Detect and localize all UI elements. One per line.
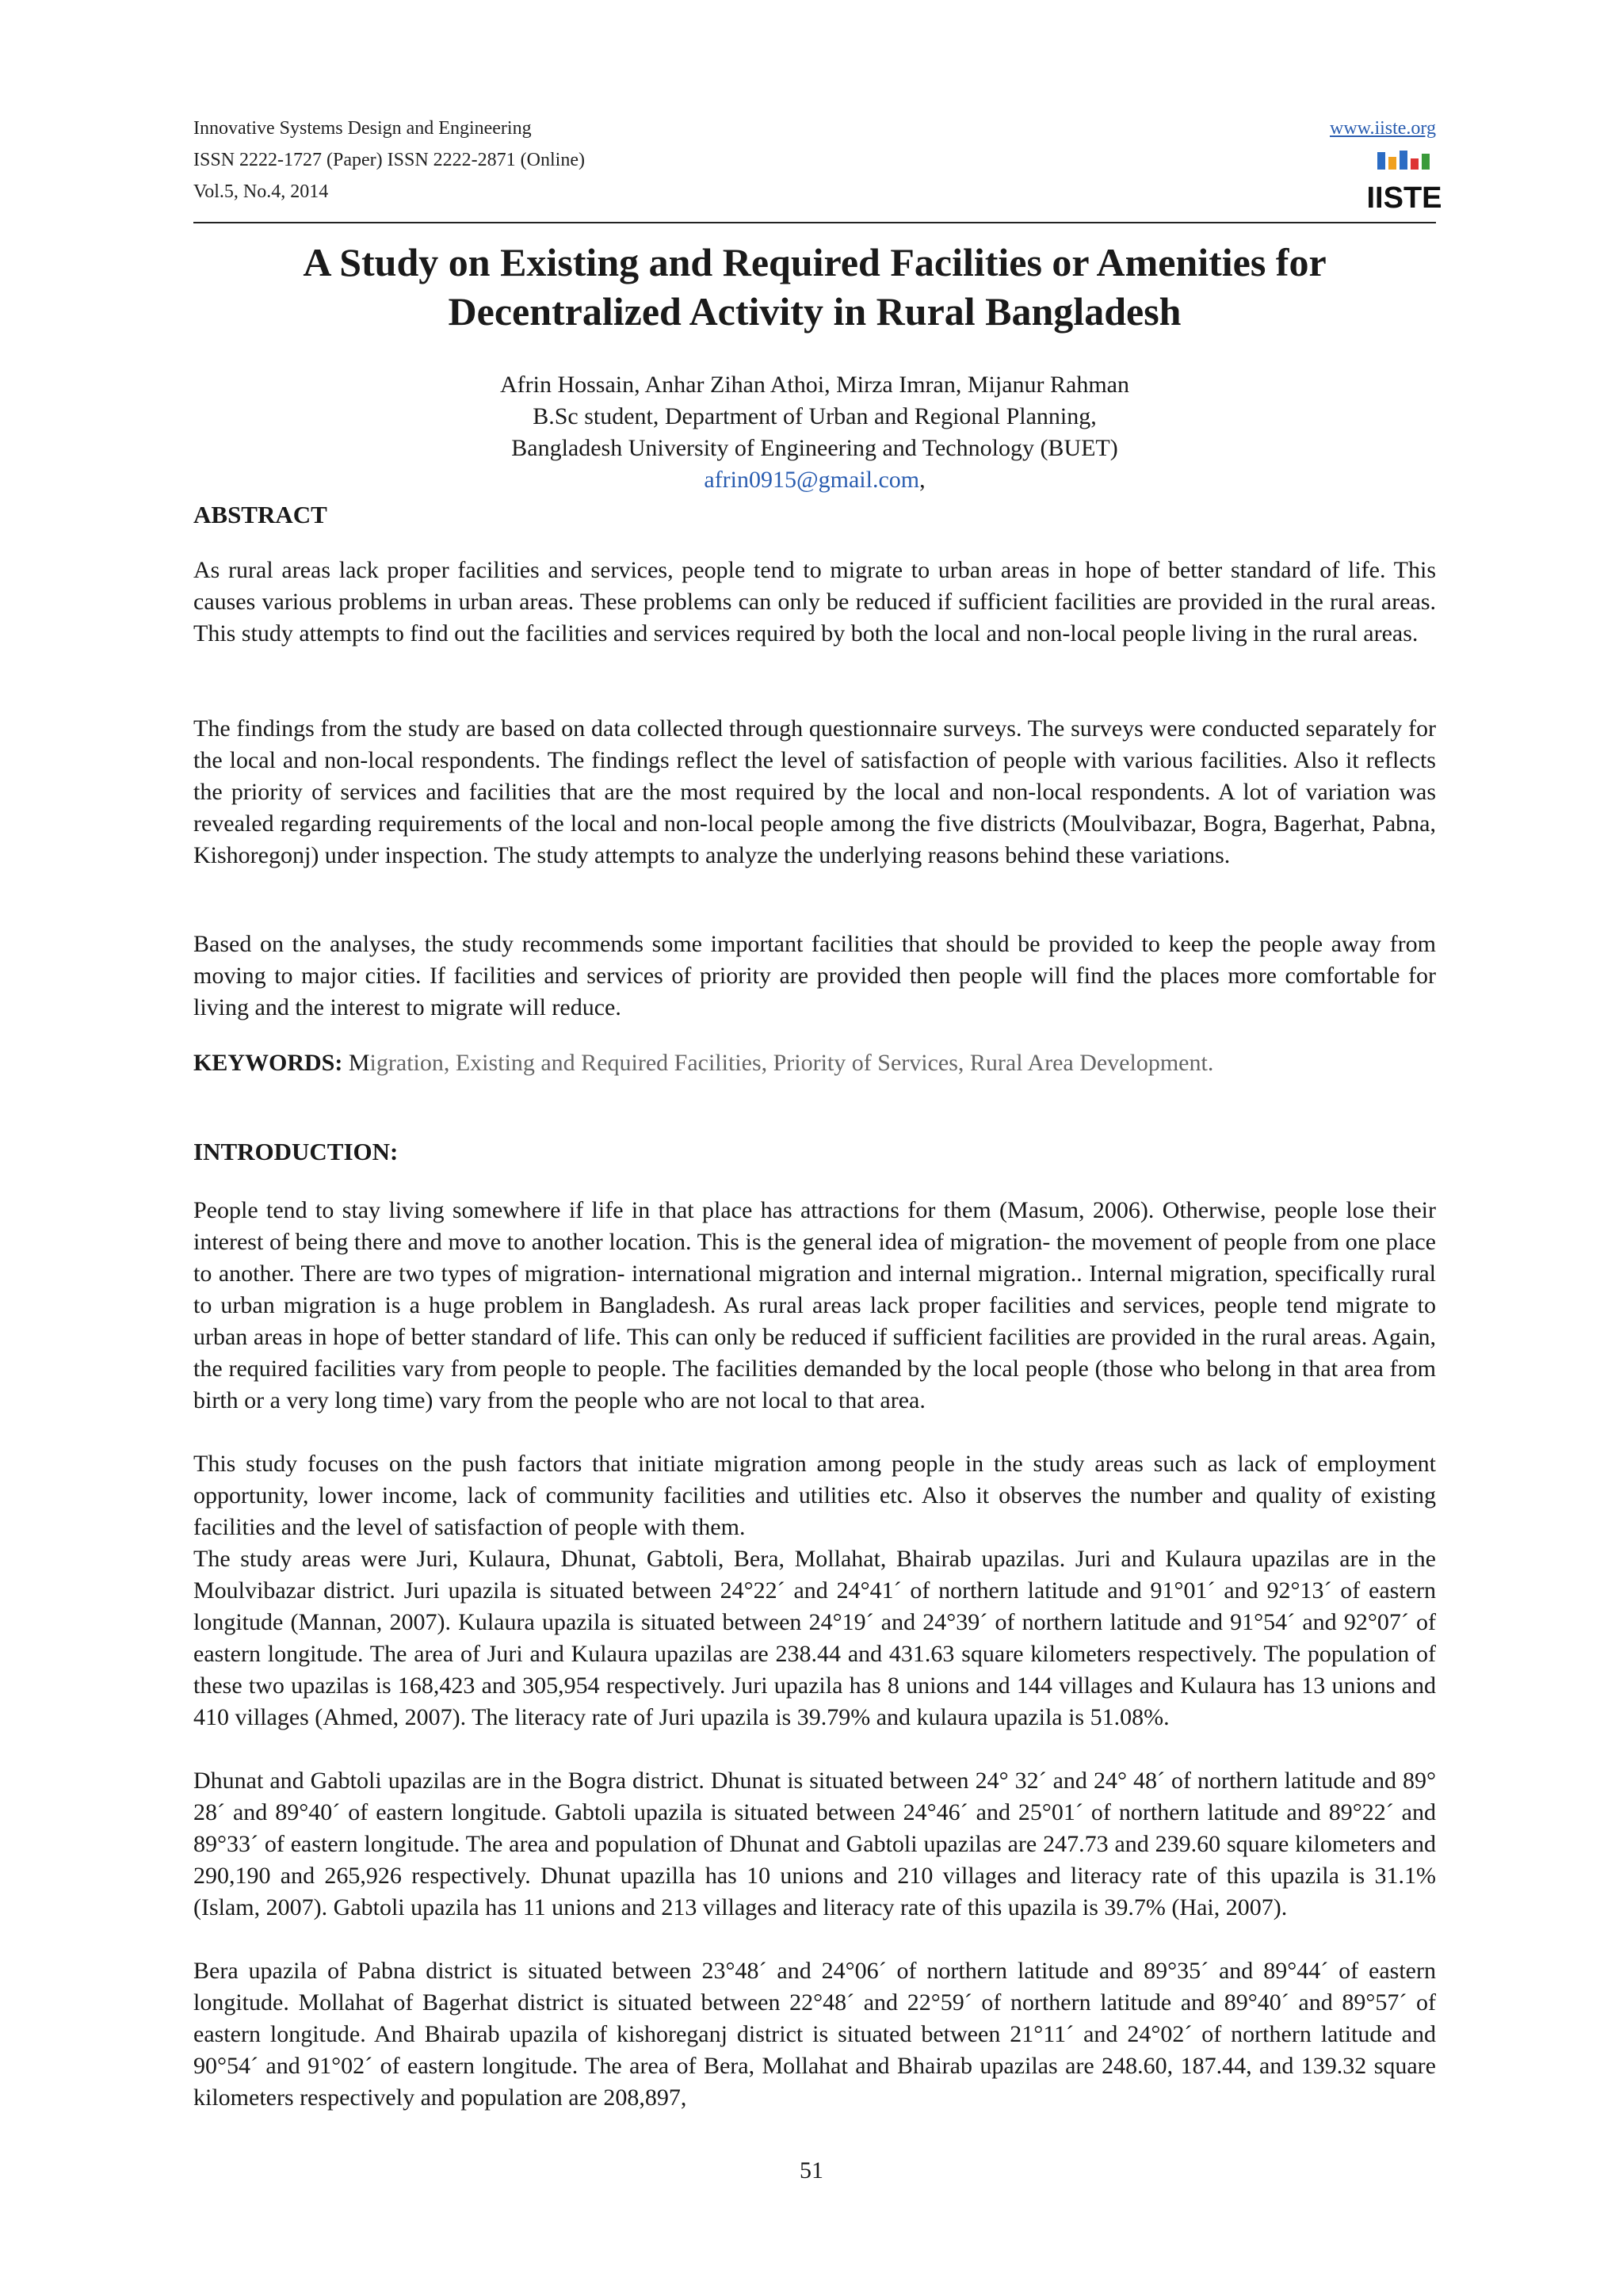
keywords-line [193,1047,1436,1079]
introduction-paragraph-5: Bera upazila of Pabna district is situated between 23°48´ and 24°06´ of northern latitude and 89°35´ and 89°44´ of eastern longitude. Mollahat of Bagerhat district is situated between 22°48´ and 22°59´ of northern latitude and 89°40´ and 89°57´ of eastern longitude. And Bhairab upazila of kishoreganj district is situated between 21°11´ and 24°02´ of northern latitude and 90°54´ and 91°02´ of eastern longitude. The area of Bera, Mollahat and Bhairab upazilas are 248.60, 187.44, and 139.32 square kilometers respectively and population are 208,897, [193,1958,1436,2111]
introduction-heading: INTRODUCTION: [193,1138,399,1165]
svg-text:IISTE: IISTE [1366,181,1442,215]
abstract-paragraph-3: Based on the analyses, the study recommends some important facilities that should be provided to keep the people away from moving to major cities. If facilities and services of priority are provided then people will find the places more comfortable for living and the interest to migrate will reduce. [193,931,1436,1020]
author-role: B.Sc student, Department of Urban and Regional Planning, [533,403,1097,429]
introduction-paragraph-4: Dhunat and Gabtoli upazilas are in the Bogra district. Dhunat is situated between 24° 32´ and 24° 48´ of northern latitude and 89° 28´ and 89°40´ of eastern longitude. Gabtoli upazila is situated between 24°46´ and 25°01´ of northern latitude and 89°22´ and 89°33´ of eastern longitude. The area and population of Dhunat and Gabtoli upazilas are 247.73 and 239.60 square kilometers and 290,190 and 265,926 respectively. Dhunat upazilla has 10 unions and 210 villages and literacy rate of this upazila is 31.1% (Islam, 2007). Gabtoli upazila has 11 unions and 213 villages and literacy rate of this upazila is 39.7% (Hai, 2007). [193,1768,1436,1920]
abstract-paragraph-1: As rural areas lack proper facilities and services, people tend to migrate to urban areas in hope of better standard of life. This causes various problems in urban areas. These problems can only be reduced if sufficient facilities are provided in the rural areas. This study attempts to find out the facilities and services required by both the local and non-local people living in the rural areas. [193,557,1436,646]
author-email-suffix: , [919,467,926,493]
author-institution: Bangladesh University of Engineering and Technology (BUET) [511,435,1118,461]
author-names: Afrin Hossain, Anhar Zihan Athoi, Mirza Imran, Mijanur Rahman [499,372,1129,398]
introduction-paragraph-3: The study areas were Juri, Kulaura, Dhunat, Gabtoli, Bera, Mollahat, Bhairab upazilas. Juri and Kulaura upazilas are in the Moulvibazar district. Juri upazila is situated between 24°22´ and 24°41´ of northern latitude and 91°01´ and 92°13´ of eastern longitude (Mannan, 2007). Kulaura upazila is situated between 24°19´ and 24°39´ of northern latitude and 91°54´ and 92°07´ of eastern longitude. The area of Juri and Kulaura upazilas are 238.44 and 431.63 square kilometers respectively. The population of these two upazilas is 168,423 and 305,954 respectively. Juri upazila has 8 unions and 144 villages and Kulaura has 13 unions and 410 villages (Ahmed, 2007). The literacy rate of Juri upazila is 39.79% and kulaura upazila is 51.08%. [193,1546,1436,1730]
abstract-paragraph-2: The findings from the study are based on data collected through questionnaire surveys. The surveys were conducted separately for the local and non-local respondents. The findings reflect the level of satisfaction of people with various facilities. Also it reflects the priority of services and facilities that are the most required by the local and non-local respondents. A lot of variation was revealed regarding requirements of the local and non-local people among the five districts (Moulvibazar, Bogra, Bagerhat, Pabna, Kishoregonj) under inspection. The study attempts to analyze the underlying reasons behind these variations. [193,715,1436,868]
introduction-paragraph-1: People tend to stay living somewhere if life in that place has attractions for them (Masum, 2006). Otherwise, people lose their interest of being there and move to another location. This is the general idea of migration- the movement of people from one place to another. There are two types of migration- international migration and internal migration.. Internal migration, specifically rural to urban migration is a huge problem in Bangladesh. As rural areas lack proper facilities and services, people tend migrate to urban areas in hope of better standard of life. This can only be reduced if sufficient facilities are provided in the rural areas. Again, the required facilities vary from people to people. The facilities demanded by the local people (those who belong in that area from birth or a very long time) vary from the people who are not local to that area. [193,1197,1436,1413]
journal-url-link[interactable]: www.iiste.org [1330,118,1436,139]
journal-name: Innovative Systems Design and Engineering [193,118,532,139]
keywords-first-letter: M [342,1050,370,1076]
iiste-logo-icon [1366,149,1442,215]
journal-volume: Vol.5, No.4, 2014 [193,181,329,202]
author-block [193,369,1436,496]
abstract-heading: ABSTRACT [193,501,327,528]
author-email-link[interactable]: afrin0915@gmail.com [704,467,920,493]
page-number: 51 [800,2157,823,2183]
author-email-line [193,464,1436,496]
paper-title [193,238,1436,336]
keywords-label: KEYWORDS: [193,1050,343,1076]
running-header [193,113,1442,223]
title-line-2: Decentralized Activity in Rural Bangladesh [448,289,1182,334]
keywords-list: igration, Existing and Required Facilities, Priority of Services, Rural Area Development. [369,1050,1214,1076]
introduction-paragraph-2: This study focuses on the push factors that initiate migration among people in the study areas such as lack of employment opportunity, lower income, lack of community facilities and utilities etc. Also it observes the number and quality of existing facilities and the level of satisfaction of people with them. [193,1451,1436,1540]
journal-issn: ISSN 2222-1727 (Paper) ISSN 2222-2871 (Online) [193,150,585,170]
title-line-1: A Study on Existing and Required Facilities or Amenities for [303,240,1327,284]
